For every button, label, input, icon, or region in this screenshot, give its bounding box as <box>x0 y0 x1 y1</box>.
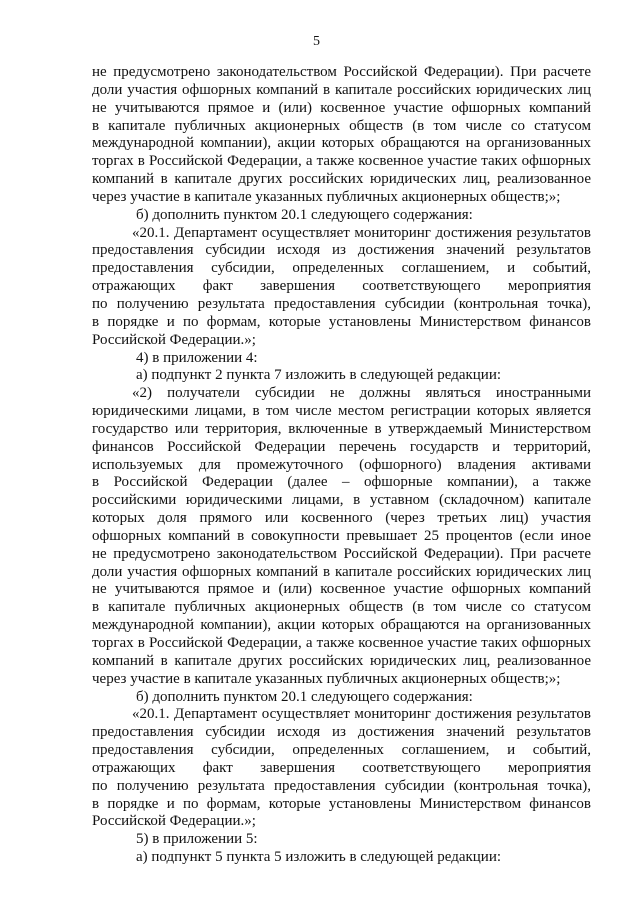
text-line: в капитале публичных акционерных обществ (в том числе со статусом <box>92 117 591 134</box>
text-line: предоставления субсидии, определенных соглашением, и событий, <box>92 742 591 759</box>
text-line: по получению результата предоставления субсидии (контрольная точка), <box>92 295 591 312</box>
text-line: доли участия офшорных компаний в капитале российских юридических лиц <box>92 563 591 580</box>
text-line: не предусмотрено законодательством Российской Федерации). При расчете <box>92 545 591 562</box>
text-line: «20.1. Департамент осуществляет мониторинг достижения результатов <box>132 706 591 723</box>
text-line: б) дополнить пунктом 20.1 следующего содержания: <box>136 206 473 223</box>
text-line: Российской Федерации.»; <box>92 331 256 348</box>
text-line: через участие в капитале указанных публичных акционерных обществ;»; <box>92 670 561 687</box>
text-line: предоставления субсидии исходя из достижения значений результатов <box>92 724 591 741</box>
text-line: в Российской Федерации (далее – офшорные компании), а также <box>92 474 591 491</box>
text-line: компаний в капитале других российских юридических лиц, реализованное <box>92 171 591 188</box>
text-line: международной компании), акции которых обращаются на организованных <box>92 135 591 152</box>
text-line: в порядке и по формам, которые установлены Министерством финансов <box>92 313 591 330</box>
text-line: финансов Российской Федерации перечень государств и территорий, <box>92 438 591 455</box>
text-line: отражающих факт завершения соответствующего мероприятия <box>92 278 591 295</box>
text-line: по получению результата предоставления субсидии (контрольная точка), <box>92 777 591 794</box>
text-line: юридическими лицами, в том числе местом регистрации которых является <box>92 403 591 420</box>
text-line: не предусмотрено законодательством Российской Федерации). При расчете <box>92 64 591 80</box>
text-line: которых доля прямого или косвенного (через третьих лиц) участия <box>92 510 591 527</box>
text-line: торгах в Российской Федерации, а также косвенное участие таких офшорных <box>92 153 591 170</box>
text-line: отражающих факт завершения соответствующего мероприятия <box>92 759 591 776</box>
text-line: международной компании), акции которых обращаются на организованных <box>92 617 591 634</box>
text-line: предоставления субсидии исходя из достижения значений результатов <box>92 242 591 259</box>
text-line: доли участия офшорных компаний в капитале российских юридических лиц <box>92 81 591 98</box>
text-line: торгах в Российской Федерации, а также косвенное участие таких офшорных <box>92 635 591 651</box>
text-line: российскими юридическими лицами, в уставном (складочном) капитале <box>92 492 591 509</box>
text-line: компаний в капитале других российских юридических лиц, реализованное <box>92 652 591 669</box>
document-body <box>92 64 591 867</box>
text-line: государство или территория, включенные в утверждаемый Министерством <box>92 420 591 437</box>
page-number: 5 <box>313 34 320 49</box>
text-line: не учитываются прямое и (или) косвенное участие офшорных компаний <box>92 99 591 116</box>
text-line: в порядке и по формам, которые установлены Министерством финансов <box>92 795 591 812</box>
text-line: предоставления субсидии, определенных соглашением, и событий, <box>92 260 591 277</box>
text-line: в капитале публичных акционерных обществ (в том числе со статусом <box>92 599 591 616</box>
text-line: 4) в приложении 4: <box>136 349 258 366</box>
text-line: б) дополнить пунктом 20.1 следующего содержания: <box>136 688 473 705</box>
text-line: используемых для промежуточного (офшорного) владения активами <box>92 456 591 473</box>
text-line: Российской Федерации.»; <box>92 813 256 830</box>
text-line: а) подпункт 5 пункта 5 изложить в следующей редакции: <box>136 849 502 866</box>
text-line: 5) в приложении 5: <box>136 831 258 848</box>
text-line: офшорных компаний в совокупности превышает 25 процентов (если иное <box>92 527 591 544</box>
text-line: «2) получатели субсидии не должны являться иностранными <box>132 385 591 402</box>
text-line: через участие в капитале указанных публичных акционерных обществ;»; <box>92 188 561 205</box>
text-line: «20.1. Департамент осуществляет мониторинг достижения результатов <box>132 224 591 241</box>
text-line: не учитываются прямое и (или) косвенное участие офшорных компаний <box>92 581 591 598</box>
text-line: а) подпункт 2 пункта 7 изложить в следующей редакции: <box>136 367 502 384</box>
